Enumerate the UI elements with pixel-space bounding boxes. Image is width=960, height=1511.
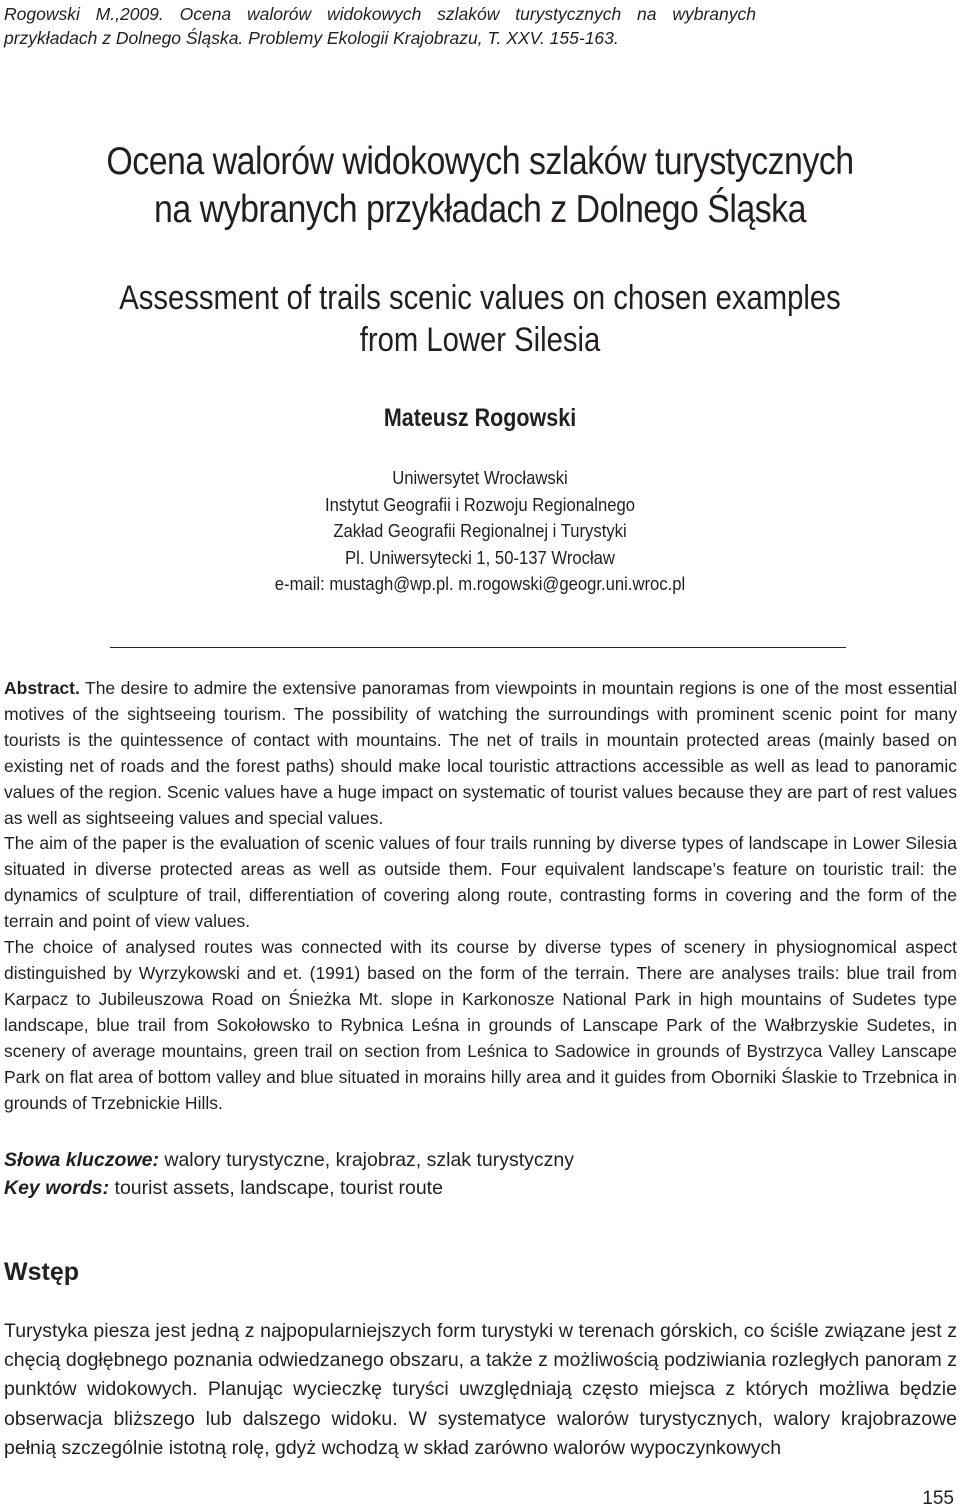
affiliation-address: Pl. Uniwersytecki 1, 50-137 Wrocław [345, 546, 615, 568]
keywords-polish-value: walory turystyczne, krajobraz, szlak turystyczny [158, 1149, 574, 1171]
keywords-polish-label: Słowa kluczowe: [4, 1149, 159, 1171]
abstract-label: Abstract. [4, 678, 80, 698]
english-title-line-1: Assessment of trails scenic values on chosen examples [119, 279, 841, 317]
citation: Rogowski M.,2009. Ocena walorów widokowych szlaków turystycznych na wybranych przykładach z Dolnego Śląska. Problemy Ekologii Krajobrazu, T. XXV. 155-163. [4, 4, 756, 48]
introduction [4, 1317, 957, 1463]
author-name: Mateusz Rogowski [383, 404, 577, 432]
introduction-paragraph: Turystyka piesza jest jedną z najpopularniejszych form turystyki w terenach górskich, co ściśle związane jest z chęcią dogłębnego poznania odwiedzanego obszaru, a także z możliwością podziwiania rozległych panoram z punktów widokowych. Planując wycieczkę turyści uwzględniają często miejsca z których możliwa będzie obserwacja bliższego lub dalszego widoku. W systematyce walorów turystycznych, walory krajobrazowe pełnią szczególnie istotną rolę, gdyż wchodzą w skład zarówno walorów wypoczynkowych [4, 1320, 957, 1459]
english-title-line-2: from Lower Silesia [359, 321, 601, 359]
paper-title-line-2: na wybranych przykładach z Dolnego Śląska [154, 188, 806, 231]
affiliation-email: e-mail: mustagh@wp.pl. m.rogowski@geogr.uni.wroc.pl [274, 573, 686, 594]
affiliation-block [48, 465, 912, 598]
separator-rule [110, 647, 846, 648]
english-title [67, 277, 893, 361]
abstract-paragraph-3: The choice of analysed routes was connected with its course by diverse types of scenery in physiognomical aspect distinguished by Wyrzykowski and et. (1991) based on the form of the terrain. There are analyses trails: blue trail from Karpacz to Jubileuszowa Road on Śnieżka Mt. slope in Karkonosze National Park in high mountains of Sudetes type landscape, blue trail from Sokołowsko to Rybnica Leśna in grounds of Lanscape Park of the Wałbrzyskie Sudetes, in scenery of average mountains, green trail on section from Leśnica to Sadowice in grounds of Bystrzyca Valley Lanscape Park on flat area of bottom valley and blue situated in morains hilly area and it guides from Oborniki Ślaskie to Trzebnica in grounds of Trzebnickie Hills. [4, 937, 957, 1113]
affiliation-institute: Instytut Geografii i Rozwoju Regionalnego [324, 493, 636, 515]
abstract-paragraph-2: The aim of the paper is the evaluation of scenic values of four trails running by diverse types of landscape in Lower Silesia situated in diverse protected areas as well as outside them. Four equivalent landscape’s feature on touristic trail: the dynamics of sculpture of trail, differentiation of covering along route, contrasting forms in covering and the form of the terrain and point of view values. [4, 833, 957, 932]
keywords-english [4, 1174, 574, 1202]
affiliation-department: Zakład Geografii Regionalnej i Turystyki [333, 520, 627, 541]
section-heading: Wstęp [4, 1258, 79, 1286]
paper-title [62, 138, 897, 234]
affiliation-university: Uniwersytet Wrocławski [392, 467, 568, 488]
abstract-paragraph-1 [4, 676, 957, 831]
keywords-english-label: Key words: [4, 1177, 110, 1199]
keywords-block [4, 1146, 574, 1202]
paper-title-line-1: Ocena walorów widokowych szlaków turystycznych [106, 140, 854, 183]
keywords-english-value: tourist assets, landscape, tourist route [109, 1177, 443, 1199]
page-number: 155 [922, 1488, 954, 1509]
abstract [4, 676, 957, 1116]
keywords-polish [4, 1146, 574, 1174]
abstract-text-1: The desire to admire the extensive panoramas from viewpoints in mountain regions is one of the most essential motives of the sightseeing tourism. The possibility of watching the surroundings with prominent scenic point for many tourists is the quintessence of contact with mountains. The net of trails in mountain protected areas (mainly based on existing net of roads and the forest paths) should make local touristic attractions accessible as well as lead to panoramic values of the region. Scenic values have a huge impact on systematic of tourist values because they are part of rest values as well as sightseeing values and special values. [4, 678, 957, 828]
